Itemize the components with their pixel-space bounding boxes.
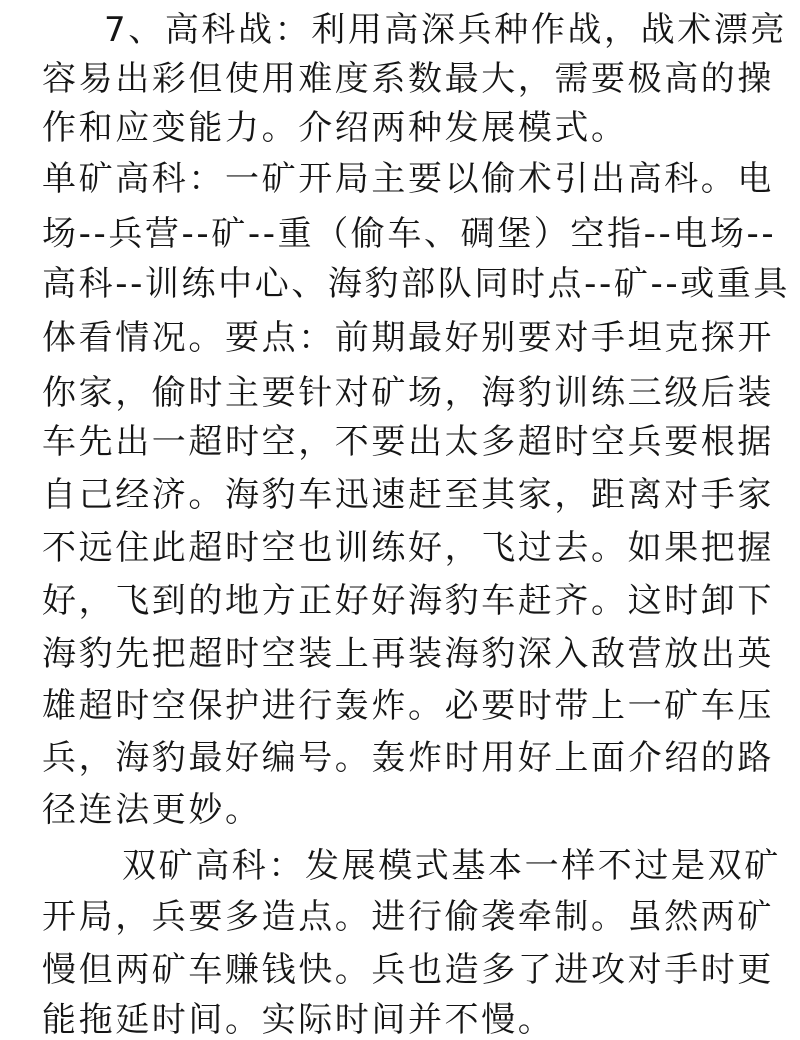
text-line-3: 作和应变能力。介绍两种发展模式。 <box>42 108 628 148</box>
text-line-10: 自己经济。海豹车迅速赶至其家，距离对手家 <box>42 475 774 515</box>
text-line-7: 体看情况。要点：前期最好别要对手坦克探开 <box>42 318 774 358</box>
text-line-14: 雄超时空保护进行轰炸。必要时带上一矿车压 <box>42 686 774 726</box>
text-line-6: 高科--训练中心、海豹部队同时点--矿--或重具 <box>42 264 791 304</box>
text-line-16: 径连法更妙。 <box>42 790 262 830</box>
text-line-18: 开局，兵要多造点。进行偷袭牵制。虽然两矿 <box>42 897 774 937</box>
text-line-5: 场--兵营--矿--重（偷车、碉堡）空指--电场-- <box>42 214 777 254</box>
text-line-17: 双矿高科：发展模式基本一样不过是双矿 <box>122 846 781 886</box>
text-line-12: 好，飞到的地方正好好海豹车赶齐。这时卸下 <box>42 581 774 621</box>
text-line-20: 能拖延时间。实际时间并不慢。 <box>42 1000 555 1040</box>
text-line-11: 不远住此超时空也训练好，飞过去。如果把握 <box>42 528 774 568</box>
text-line-8: 你家，偷时主要针对矿场，海豹训练三级后装 <box>42 373 774 413</box>
text-line-1: 7、高科战：利用高深兵种作战，战术漂亮 <box>104 10 788 50</box>
text-line-19: 慢但两矿车赚钱快。兵也造多了进攻对手时更 <box>42 950 774 990</box>
text-line-13: 海豹先把超时空装上再装海豹深入敌营放出英 <box>42 634 774 674</box>
text-line-9: 车先出一超时空，不要出太多超时空兵要根据 <box>42 422 774 462</box>
text-line-2: 容易出彩但使用难度系数最大，需要极高的操 <box>42 59 774 99</box>
text-line-4: 单矿高科：一矿开局主要以偷术引出高科。电 <box>42 159 774 199</box>
text-line-15: 兵，海豹最好编号。轰炸时用好上面介绍的路 <box>42 738 774 778</box>
